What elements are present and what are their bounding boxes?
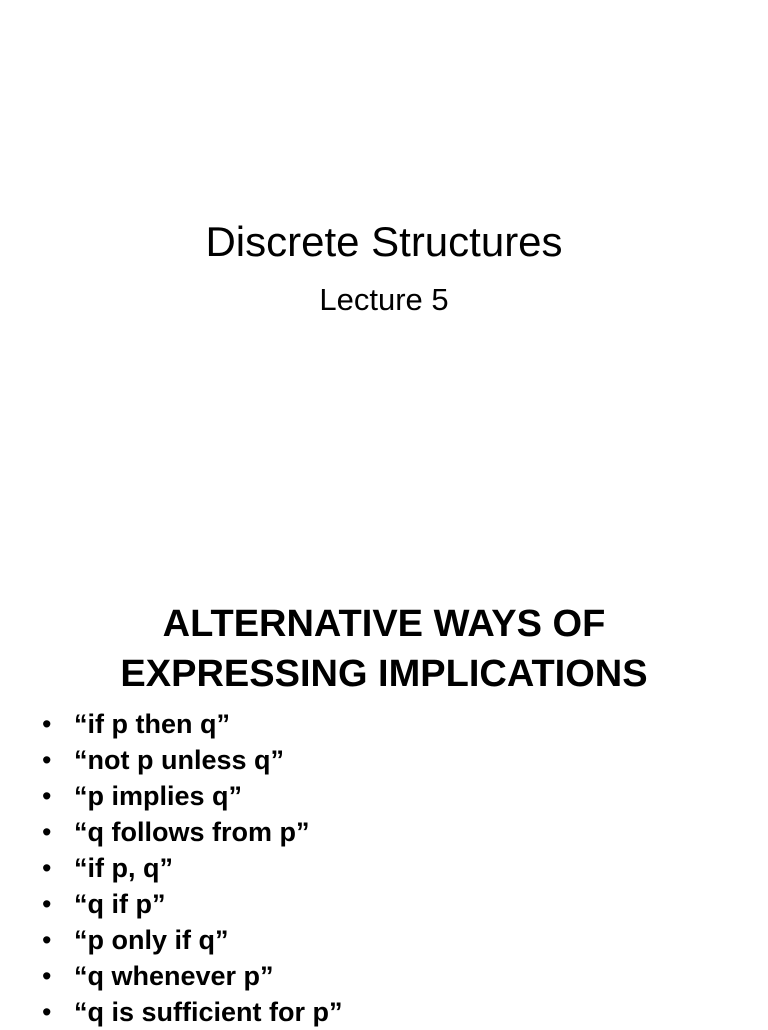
bullet-icon: • <box>42 817 52 847</box>
list-item <box>42 706 343 742</box>
list-item <box>42 814 343 850</box>
list-item-text: “p only if q” <box>74 925 229 955</box>
list-item <box>42 778 343 814</box>
list-item-text: “if p, q” <box>74 853 173 883</box>
list-item-text: “not p unless q” <box>74 745 285 775</box>
bullet-icon: • <box>42 925 52 955</box>
list-item-text: “p implies q” <box>74 781 243 811</box>
list-item-text: “if p then q” <box>74 709 230 739</box>
list-item <box>42 886 343 922</box>
list-item <box>42 922 343 958</box>
implications-list <box>42 706 343 1030</box>
slide-subtitle: Lecture 5 <box>319 282 449 317</box>
section-heading-line-2: EXPRESSING IMPLICATIONS <box>120 653 648 695</box>
bullet-icon: • <box>42 745 52 775</box>
list-item <box>42 994 343 1030</box>
section-heading <box>0 599 768 699</box>
bullet-icon: • <box>42 709 52 739</box>
bullet-icon: • <box>42 853 52 883</box>
section-heading-line-1: ALTERNATIVE WAYS OF <box>162 603 606 645</box>
bullet-icon: • <box>42 961 52 991</box>
list-item-text: “q whenever p” <box>74 961 274 991</box>
bullet-icon: • <box>42 781 52 811</box>
list-item <box>42 850 343 886</box>
list-item <box>42 958 343 994</box>
list-item-text: “q if p” <box>74 889 166 919</box>
bullet-icon: • <box>42 889 52 919</box>
slide-title: Discrete Structures <box>205 218 563 265</box>
bullet-icon: • <box>42 997 52 1027</box>
list-item <box>42 742 343 778</box>
list-item-text: “q follows from p” <box>74 817 310 847</box>
list-item-text: “q is sufficient for p” <box>74 997 343 1027</box>
